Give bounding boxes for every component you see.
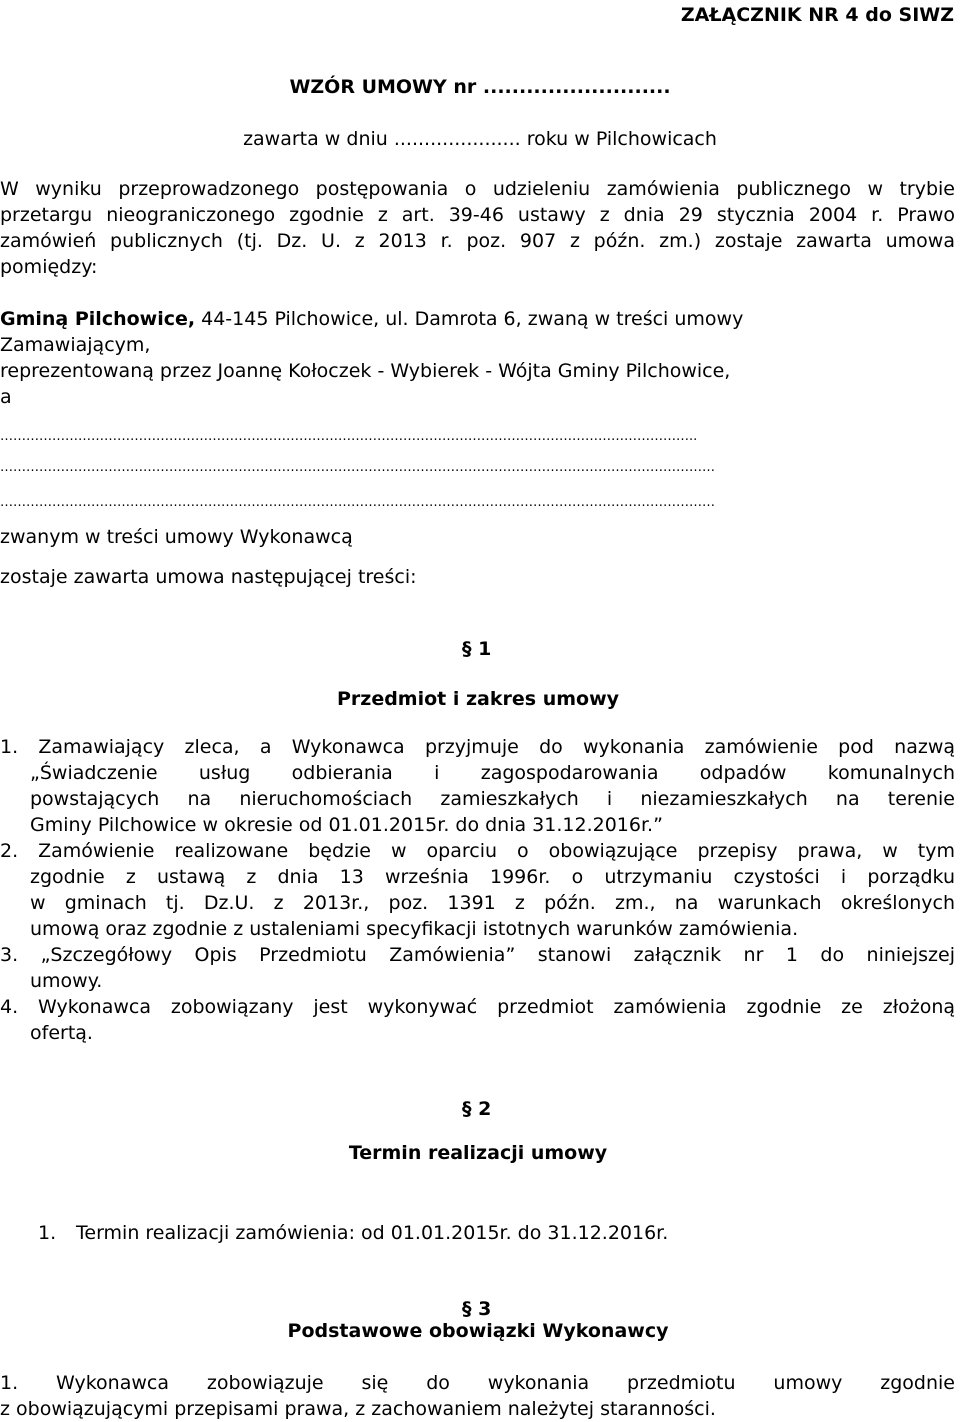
section-line: Termin realizacji zamówienia: od 01.01.2015r. do 31.12.2016r.	[76, 1222, 669, 1244]
section-number: § 3	[462, 1298, 492, 1320]
intro-line: W wyniku przeprowadzonego postępowania o udzieleniu zamówienia publicznego w trybie	[0, 178, 955, 200]
employer-representative: reprezentowaną przez Joannę Kołoczek - Wybierek - Wójta Gminy Pilchowice,	[0, 360, 731, 382]
section-line: w gminach tj. Dz.U. z 2013r., poz. 1391 z późn. zm., na warunkach określonych	[30, 892, 955, 914]
employer-name: Gminą Pilchowice,	[0, 308, 196, 330]
section-line: ofertą.	[30, 1022, 93, 1044]
conjunction: a	[0, 386, 12, 408]
intro-line: przetargu nieograniczonego zgodnie z art. 39-46 ustawy z dnia 29 stycznia 2004 r. Prawo	[0, 204, 955, 226]
list-number: 1.	[38, 1222, 57, 1244]
section-title: Przedmiot i zakres umowy	[336, 688, 620, 710]
employer-role: Zamawiającym,	[0, 334, 151, 356]
document-title: WZÓR UMOWY nr ..........................	[289, 76, 671, 98]
section-number: § 1	[462, 638, 492, 660]
section-line: umową oraz zgodnie z ustaleniami specyfikacji istotnych warunków zamówienia.	[30, 918, 799, 940]
section-line: 3. „Szczegółowy Opis Przedmiotu Zamówienia” stanowi załącznik nr 1 do niniejszej	[0, 944, 955, 966]
blank-line: …………………………………………………………………………………………………………………………………………………	[0, 460, 715, 475]
contractor-role: zwanym w treści umowy Wykonawcą	[0, 526, 353, 548]
attachment-label: ZAŁĄCZNIK NR 4 do SIWZ	[680, 4, 954, 26]
section-line: umowy.	[30, 970, 103, 992]
intro-line: pomiędzy:	[0, 256, 98, 278]
employer-address: 44-145 Pilchowice, ul. Damrota 6, zwaną w treści umowy	[195, 308, 744, 330]
section-line: Gminy Pilchowice w okresie od 01.01.2015r. do dnia 31.12.2016r.”	[30, 814, 663, 836]
section-line: 1. Zamawiający zleca, a Wykonawca przyjmuje do wykonania zamówienie pod nazwą	[0, 736, 955, 758]
intro-line: zamówień publicznych (tj. Dz. U. z 2013 r. poz. 907 z późn. zm.) zostaje zawarta umowa	[0, 230, 955, 252]
content-intro: zostaje zawarta umowa następującej treści:	[0, 566, 417, 588]
section-title: Termin realizacji umowy	[348, 1142, 608, 1164]
section-line: z obowiązującymi przepisami prawa, z zachowaniem należytej staranności.	[0, 1398, 716, 1420]
section-title: Podstawowe obowiązki Wykonawcy	[287, 1320, 669, 1342]
section-line: 4. Wykonawca zobowiązany jest wykonywać przedmiot zamówienia zgodnie ze złożoną	[0, 996, 955, 1018]
section-number: § 2	[462, 1098, 492, 1120]
blank-line: ……………………………………………………………………………………………………………………………………………..	[0, 429, 698, 444]
blank-line: …………………………………………………………………………………………………………………………………………………	[0, 495, 715, 510]
section-line: 1. Wykonawca zobowiązuje się do wykonania przedmiotu umowy zgodnie	[0, 1372, 955, 1394]
section-line: zgodnie z ustawą z dnia 13 września 1996r. o utrzymaniu czystości i porządku	[30, 866, 955, 888]
section-line: „Świadczenie usług odbierania i zagospodarowania odpadów komunalnych	[30, 762, 955, 784]
employer-line	[0, 306, 743, 332]
section-line: powstających na nieruchomościach zamieszkałych i niezamieszkałych na terenie	[30, 788, 955, 810]
contract-date-line: zawarta w dniu ..................... roku w Pilchowicach	[243, 128, 717, 150]
section-line: 2. Zamówienie realizowane będzie w oparciu o obowiązujące przepisy prawa, w tym	[0, 840, 955, 862]
